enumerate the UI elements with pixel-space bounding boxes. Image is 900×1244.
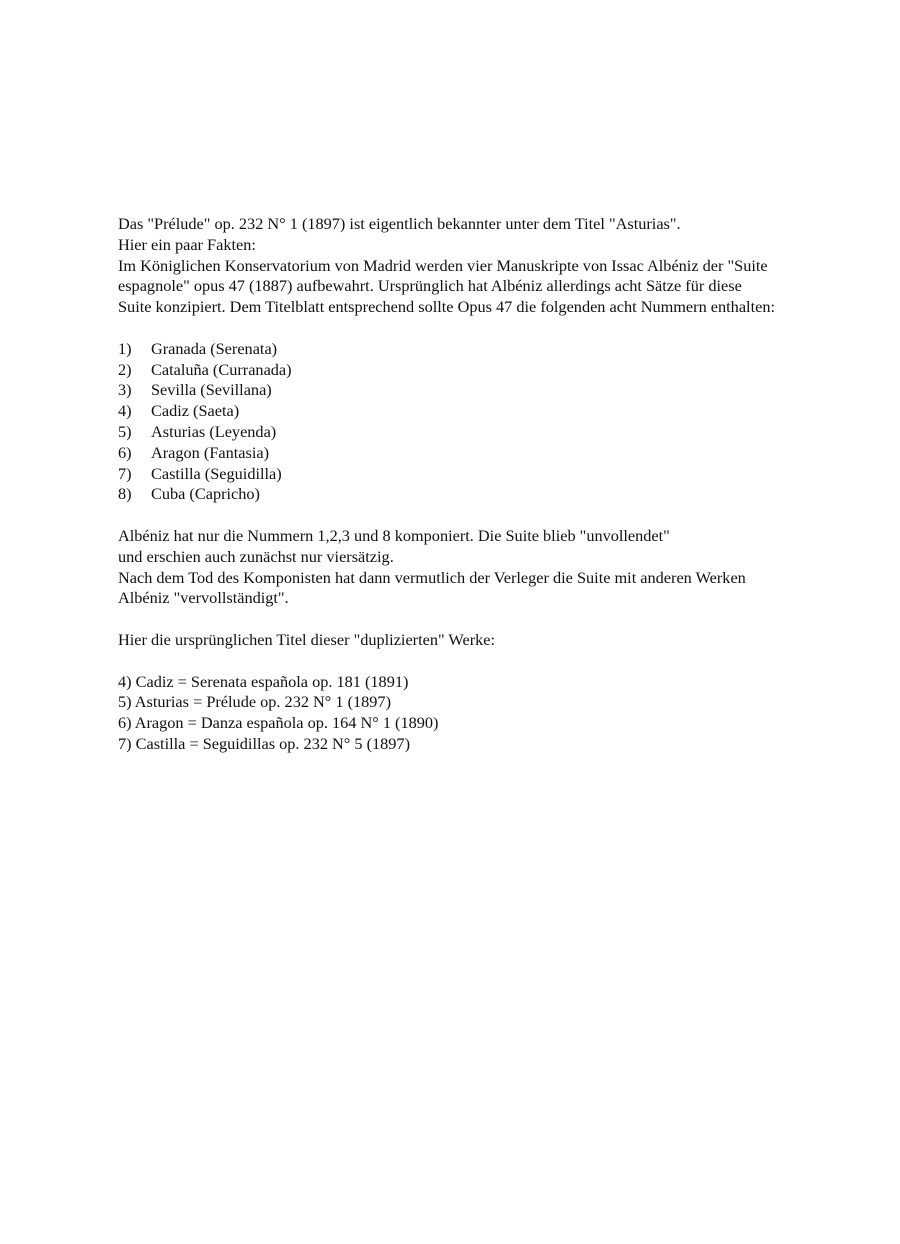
list-text: Sevilla (Sevillana)	[151, 380, 272, 400]
middle-line-3: Nach dem Tod des Komponisten hat dann vermutlich der Verleger die Suite mit anderen Werken Albéniz "vervollständigt".	[118, 567, 746, 608]
list-item: 5) Asturias = Prélude op. 232 N° 1 (1897)	[118, 692, 391, 712]
list-item	[118, 464, 778, 485]
originals-list	[118, 672, 778, 755]
list-text: Cuba (Capricho)	[151, 484, 260, 504]
list-item	[118, 360, 778, 381]
list-number: 6)	[118, 442, 132, 462]
list-number: 5)	[118, 421, 132, 441]
list-item	[118, 484, 778, 505]
list-number: 8)	[118, 484, 132, 504]
originals-heading: Hier die ursprünglichen Titel dieser "duplizierten" Werke:	[118, 629, 496, 649]
movement-list	[118, 339, 778, 505]
spacer	[118, 505, 778, 526]
list-item: 6) Aragon = Danza española op. 164 N° 1 (1890)	[118, 713, 439, 733]
list-number: 4)	[118, 401, 132, 421]
spacer	[118, 318, 778, 339]
list-number: 7)	[118, 463, 132, 483]
list-number: 3)	[118, 380, 132, 400]
list-text: Asturias (Leyenda)	[151, 421, 277, 441]
list-text: Castilla (Seguidilla)	[151, 463, 282, 483]
list-item	[118, 339, 778, 360]
intro-line-1: Das "Prélude" op. 232 N° 1 (1897) ist eigentlich bekannter unter dem Titel "Asturias".	[118, 214, 681, 233]
list-item	[118, 443, 778, 464]
list-number: 2)	[118, 359, 132, 379]
spacer	[118, 609, 778, 630]
document-body	[118, 214, 778, 755]
middle-line-2: und erschien auch zunächst nur viersätzig.	[118, 546, 394, 566]
list-item	[118, 401, 778, 422]
list-text: Cataluña (Curranada)	[151, 359, 292, 379]
list-item	[118, 380, 778, 401]
list-text: Aragon (Fantasia)	[151, 442, 269, 462]
list-item: 7) Castilla = Seguidillas op. 232 N° 5 (1897)	[118, 733, 410, 753]
middle-line-1: Albéniz hat nur die Nummern 1,2,3 und 8 komponiert. Die Suite blieb "unvollendet"	[118, 525, 670, 545]
list-number: 1)	[118, 338, 132, 358]
list-text: Granada (Serenata)	[151, 338, 278, 358]
list-text: Cadiz (Saeta)	[151, 401, 240, 421]
spacer	[118, 651, 778, 672]
intro-line-2: Hier ein paar Fakten:	[118, 234, 256, 254]
list-item	[118, 422, 778, 443]
list-item: 4) Cadiz = Serenata española op. 181 (1891)	[118, 671, 409, 691]
intro-paragraph: Im Königlichen Konservatorium von Madrid werden vier Manuskripte von Issac Albéniz der "Suite espagnole" opus 47 (1887) aufbewahrt. Ursprünglich hat Albéniz allerdings acht Sätze für diese Suite konzipiert. Dem Titelblatt entsprechend sollte Opus 47 die folgenden acht Nummern enthalten:	[118, 255, 775, 317]
